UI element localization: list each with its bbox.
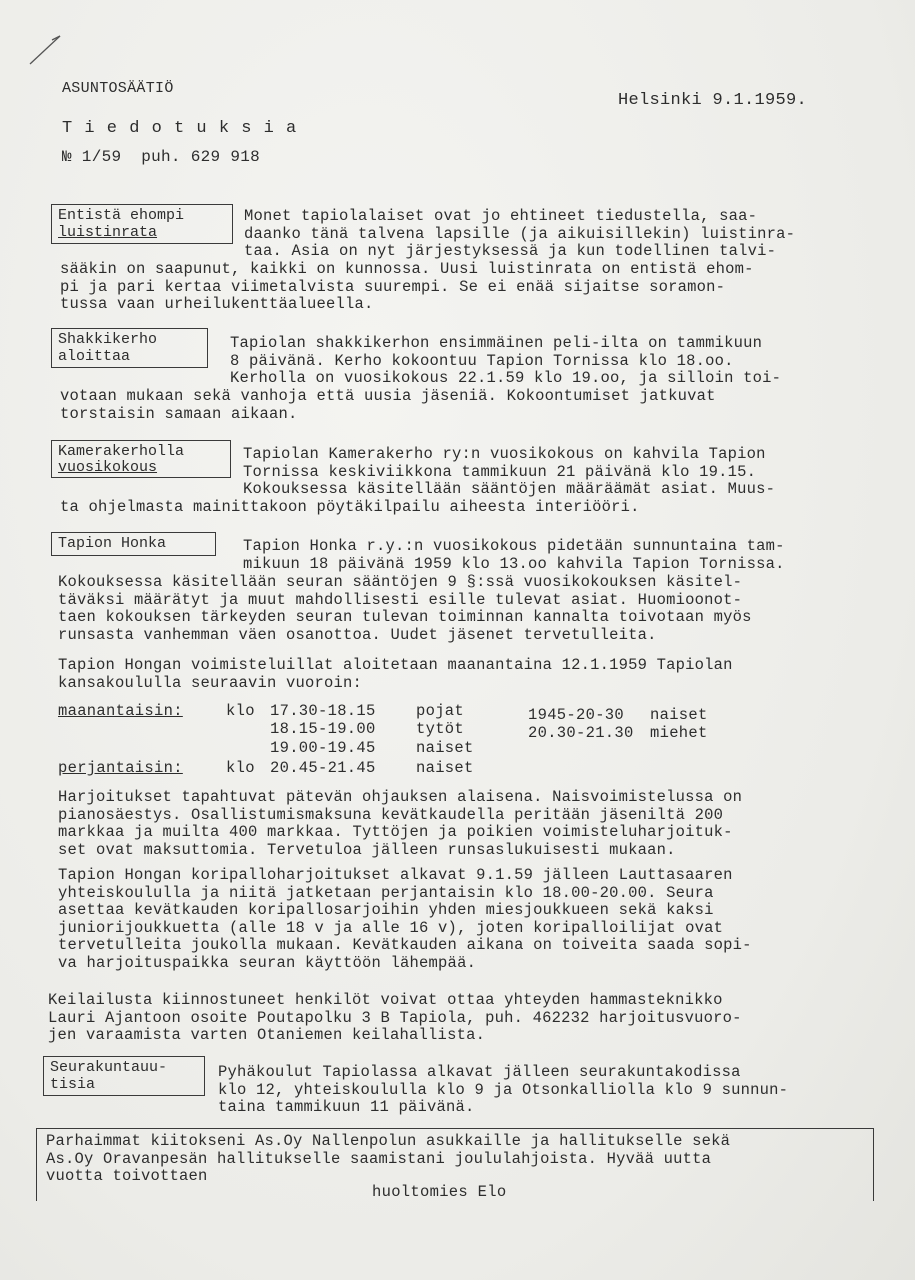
notice-heading-line: Seurakuntauu- xyxy=(50,1059,168,1076)
notice-body xyxy=(243,538,785,573)
notice-body-cont xyxy=(58,574,752,644)
text-line: va harjoituspaikka seuran käyttöön lähempää. xyxy=(58,953,477,972)
text-line: vuotta toivottaen xyxy=(46,1167,208,1186)
schedule-time: 19.00-19.45 xyxy=(270,739,376,757)
notice-heading-line: Tapion Honka xyxy=(58,535,167,552)
notice-heading-box xyxy=(51,532,216,556)
text-line: Tapiolan Kamerakerho ry:n vuosikokous on kahvila Tapion xyxy=(243,445,766,463)
notice-heading-line: vuosikokous xyxy=(58,459,158,476)
schedule-klo: klo xyxy=(226,759,255,777)
text-line: daanko tänä talvena lapsille (ja aikuisillekin) luistinra- xyxy=(244,224,796,243)
text-line: tervetulleita joukolla mukaan. Kevätkauden aikana on toiveita saada sopi- xyxy=(58,936,752,955)
notice-heading-line: Kamerakerholla xyxy=(58,443,185,460)
text-line: klo 12, yhteiskoululla klo 9 ja Otsonkalliolla klo 9 sunnun- xyxy=(218,1080,789,1099)
pen-mark-icon xyxy=(26,30,66,70)
notice-body xyxy=(243,446,775,499)
schedule-time2: 20.30-21.30 xyxy=(528,724,634,742)
notice-body xyxy=(244,208,795,261)
text-line: juniorijoukkuetta (alle 18 v ja alle 16 v), joten koripalloilijat ovat xyxy=(58,918,724,937)
text-line: kansakoululla seuraavin vuoroin: xyxy=(58,673,363,692)
text-line: Tapion Hongan koripalloharjoitukset alkavat 9.1.59 jälleen Lauttasaaren xyxy=(58,866,733,884)
notice-heading-line: Shakkikerho xyxy=(58,331,158,348)
church-notice xyxy=(218,1064,788,1117)
schedule-time: 20.45-21.45 xyxy=(270,759,376,777)
place-date: Helsinki 9.1.1959. xyxy=(618,91,808,110)
schedule-time: 18.15-19.00 xyxy=(270,720,376,738)
text-line: yhteiskoululla ja niitä jatketaan perjantaisin klo 18.00-20.00. Seura xyxy=(58,883,714,902)
text-line: Harjoitukset tapahtuvat pätevän ohjauksen alaisena. Naisvoimistelussa on xyxy=(58,788,743,806)
text-line: Kokouksessa käsitellään sääntöjen määräämät asiat. Muus- xyxy=(243,480,776,499)
notice-heading-line: tisia xyxy=(50,1076,96,1093)
gym-outro xyxy=(58,789,742,859)
gym-intro xyxy=(58,657,733,692)
schedule-day: perjantaisin: xyxy=(58,759,183,777)
notice-heading-box xyxy=(51,328,208,368)
thanks-notice xyxy=(46,1133,730,1186)
text-line: Keilailusta kiinnostuneet henkilöt voivat ottaa yhteyden hammasteknikko xyxy=(48,991,723,1009)
schedule-time: 17.30-18.15 xyxy=(270,702,376,720)
notice-heading-line: luistinrata xyxy=(58,224,158,241)
text-line: Tapion Hongan voimisteluillat aloitetaan maanantaina 12.1.1959 Tapiolan xyxy=(58,656,733,674)
text-line: pi ja pari kertaa viimetalvista suurempi. Se ei enää sijaitse soramon- xyxy=(60,277,726,296)
notice-body-cont xyxy=(60,388,716,423)
bowling-notice xyxy=(48,992,742,1045)
schedule-time2: 1945-20-30 xyxy=(528,706,625,724)
text-line: Parhaimmat kiitokseni As.Oy Nallenpolun asukkaille ja hallitukselle sekä xyxy=(46,1132,731,1150)
text-line: pianosäestys. Osallistumismaksuna kevätkaudella peritään jäseniltä 200 xyxy=(58,805,724,824)
text-line: Kokouksessa käsitellään seuran sääntöjen 9 §:ssä vuosikokouksen käsitel- xyxy=(58,573,743,591)
text-line: 8 päivänä. Kerho kokoontuu Tapion Tornissa klo 18.oo. xyxy=(230,351,734,370)
notice-heading-box xyxy=(43,1056,205,1096)
notice-body-cont xyxy=(60,499,640,517)
text-line: mikuun 18 päivänä 1959 klo 13.oo kahvila Tapion Tornissa. xyxy=(243,554,785,573)
text-line: asettaa kevätkauden koripallosarjoihin yhden miesjoukkueen sekä kaksi xyxy=(58,901,714,920)
notice-heading-line: aloittaa xyxy=(58,348,131,365)
schedule-day: maanantaisin: xyxy=(58,702,183,720)
text-line: tussa vaan urheilukenttäalueella. xyxy=(60,295,374,314)
notice-body-cont xyxy=(60,261,754,314)
text-line: set ovat maksuttomia. Tervetuloa jälleen runsaslukuisesti mukaan. xyxy=(58,840,676,859)
notice-heading-box xyxy=(51,440,231,478)
text-line: jen varaamista varten Otaniemen keilahallista. xyxy=(48,1026,486,1045)
text-line: As.Oy Oravanpesän hallitukselle saamistani joululahjoista. Hyvää uutta xyxy=(46,1149,712,1168)
schedule-group: pojat xyxy=(416,702,465,720)
text-line: Pyhäkoulut Tapiolassa alkavat jälleen seurakuntakodissa xyxy=(218,1063,741,1081)
signature: huoltomies Elo xyxy=(372,1183,507,1201)
text-line: Lauri Ajantoon osoite Poutapolku 3 B Tapiola, puh. 462232 harjoitusvuoro- xyxy=(48,1008,742,1027)
text-line: taa. Asia on nyt järjestyksessä ja kun todellinen talvi- xyxy=(244,242,777,261)
text-line: sääkin on saapunut, kaikki on kunnossa. Uusi luistinrata on entistä ehom- xyxy=(60,260,754,278)
schedule-group: tytöt xyxy=(416,720,465,738)
text-line: Kerholla on vuosikokous 22.1.59 klo 19.oo, ja silloin toi- xyxy=(230,369,782,388)
schedule-group: naiset xyxy=(416,739,474,757)
text-line: ta ohjelmasta mainittakoon pöytäkilpailu aiheesta interiööri. xyxy=(60,498,640,516)
notice-heading-box xyxy=(51,204,233,244)
text-line: Monet tapiolalaiset ovat jo ehtineet tiedustella, saa- xyxy=(244,207,758,225)
org-name: ASUNTOSÄÄTIÖ xyxy=(62,80,174,97)
notice-heading-line: Entistä ehompi xyxy=(58,207,185,224)
text-line: Tornissa keskiviikkona tammikuun 21 päivänä klo 19.15. xyxy=(243,462,757,481)
text-line: runsasta vanhemman väen osanottoa. Uudet jäsenet tervetulleita. xyxy=(58,625,657,644)
issue-number-phone: № 1/59 puh. 629 918 xyxy=(62,148,261,166)
text-line: torstaisin samaan aikaan. xyxy=(60,404,298,423)
basketball-notice xyxy=(58,867,752,973)
schedule-group2: miehet xyxy=(650,724,708,742)
text-line: taen kokouksen tärkeyden seuran tulevan toiminnan kannalta toivotaan myös xyxy=(58,608,752,627)
text-line: markkaa ja muilta 400 markkaa. Tyttöjen ja poikien voimisteluharjoituk- xyxy=(58,823,733,842)
page-title: T i e d o t u k s i a xyxy=(62,119,298,138)
schedule-klo: klo xyxy=(226,702,255,720)
text-line: taina tammikuun 11 päivänä. xyxy=(218,1098,475,1117)
text-line: Tapiolan shakkikerhon ensimmäinen peli-ilta on tammikuun xyxy=(230,334,763,352)
text-line: Tapion Honka r.y.:n vuosikokous pidetään sunnuntaina tam- xyxy=(243,537,785,555)
notice-body xyxy=(230,335,781,388)
text-line: täväksi määrätyt ja muut mahdollisesti esille tulevat asiat. Huomioonot- xyxy=(58,590,743,609)
schedule-group2: naiset xyxy=(650,706,708,724)
schedule-group: naiset xyxy=(416,759,474,777)
text-line: votaan mukaan sekä vanhoja että uusia jäseniä. Kokoontumiset jatkuvat xyxy=(60,387,716,405)
